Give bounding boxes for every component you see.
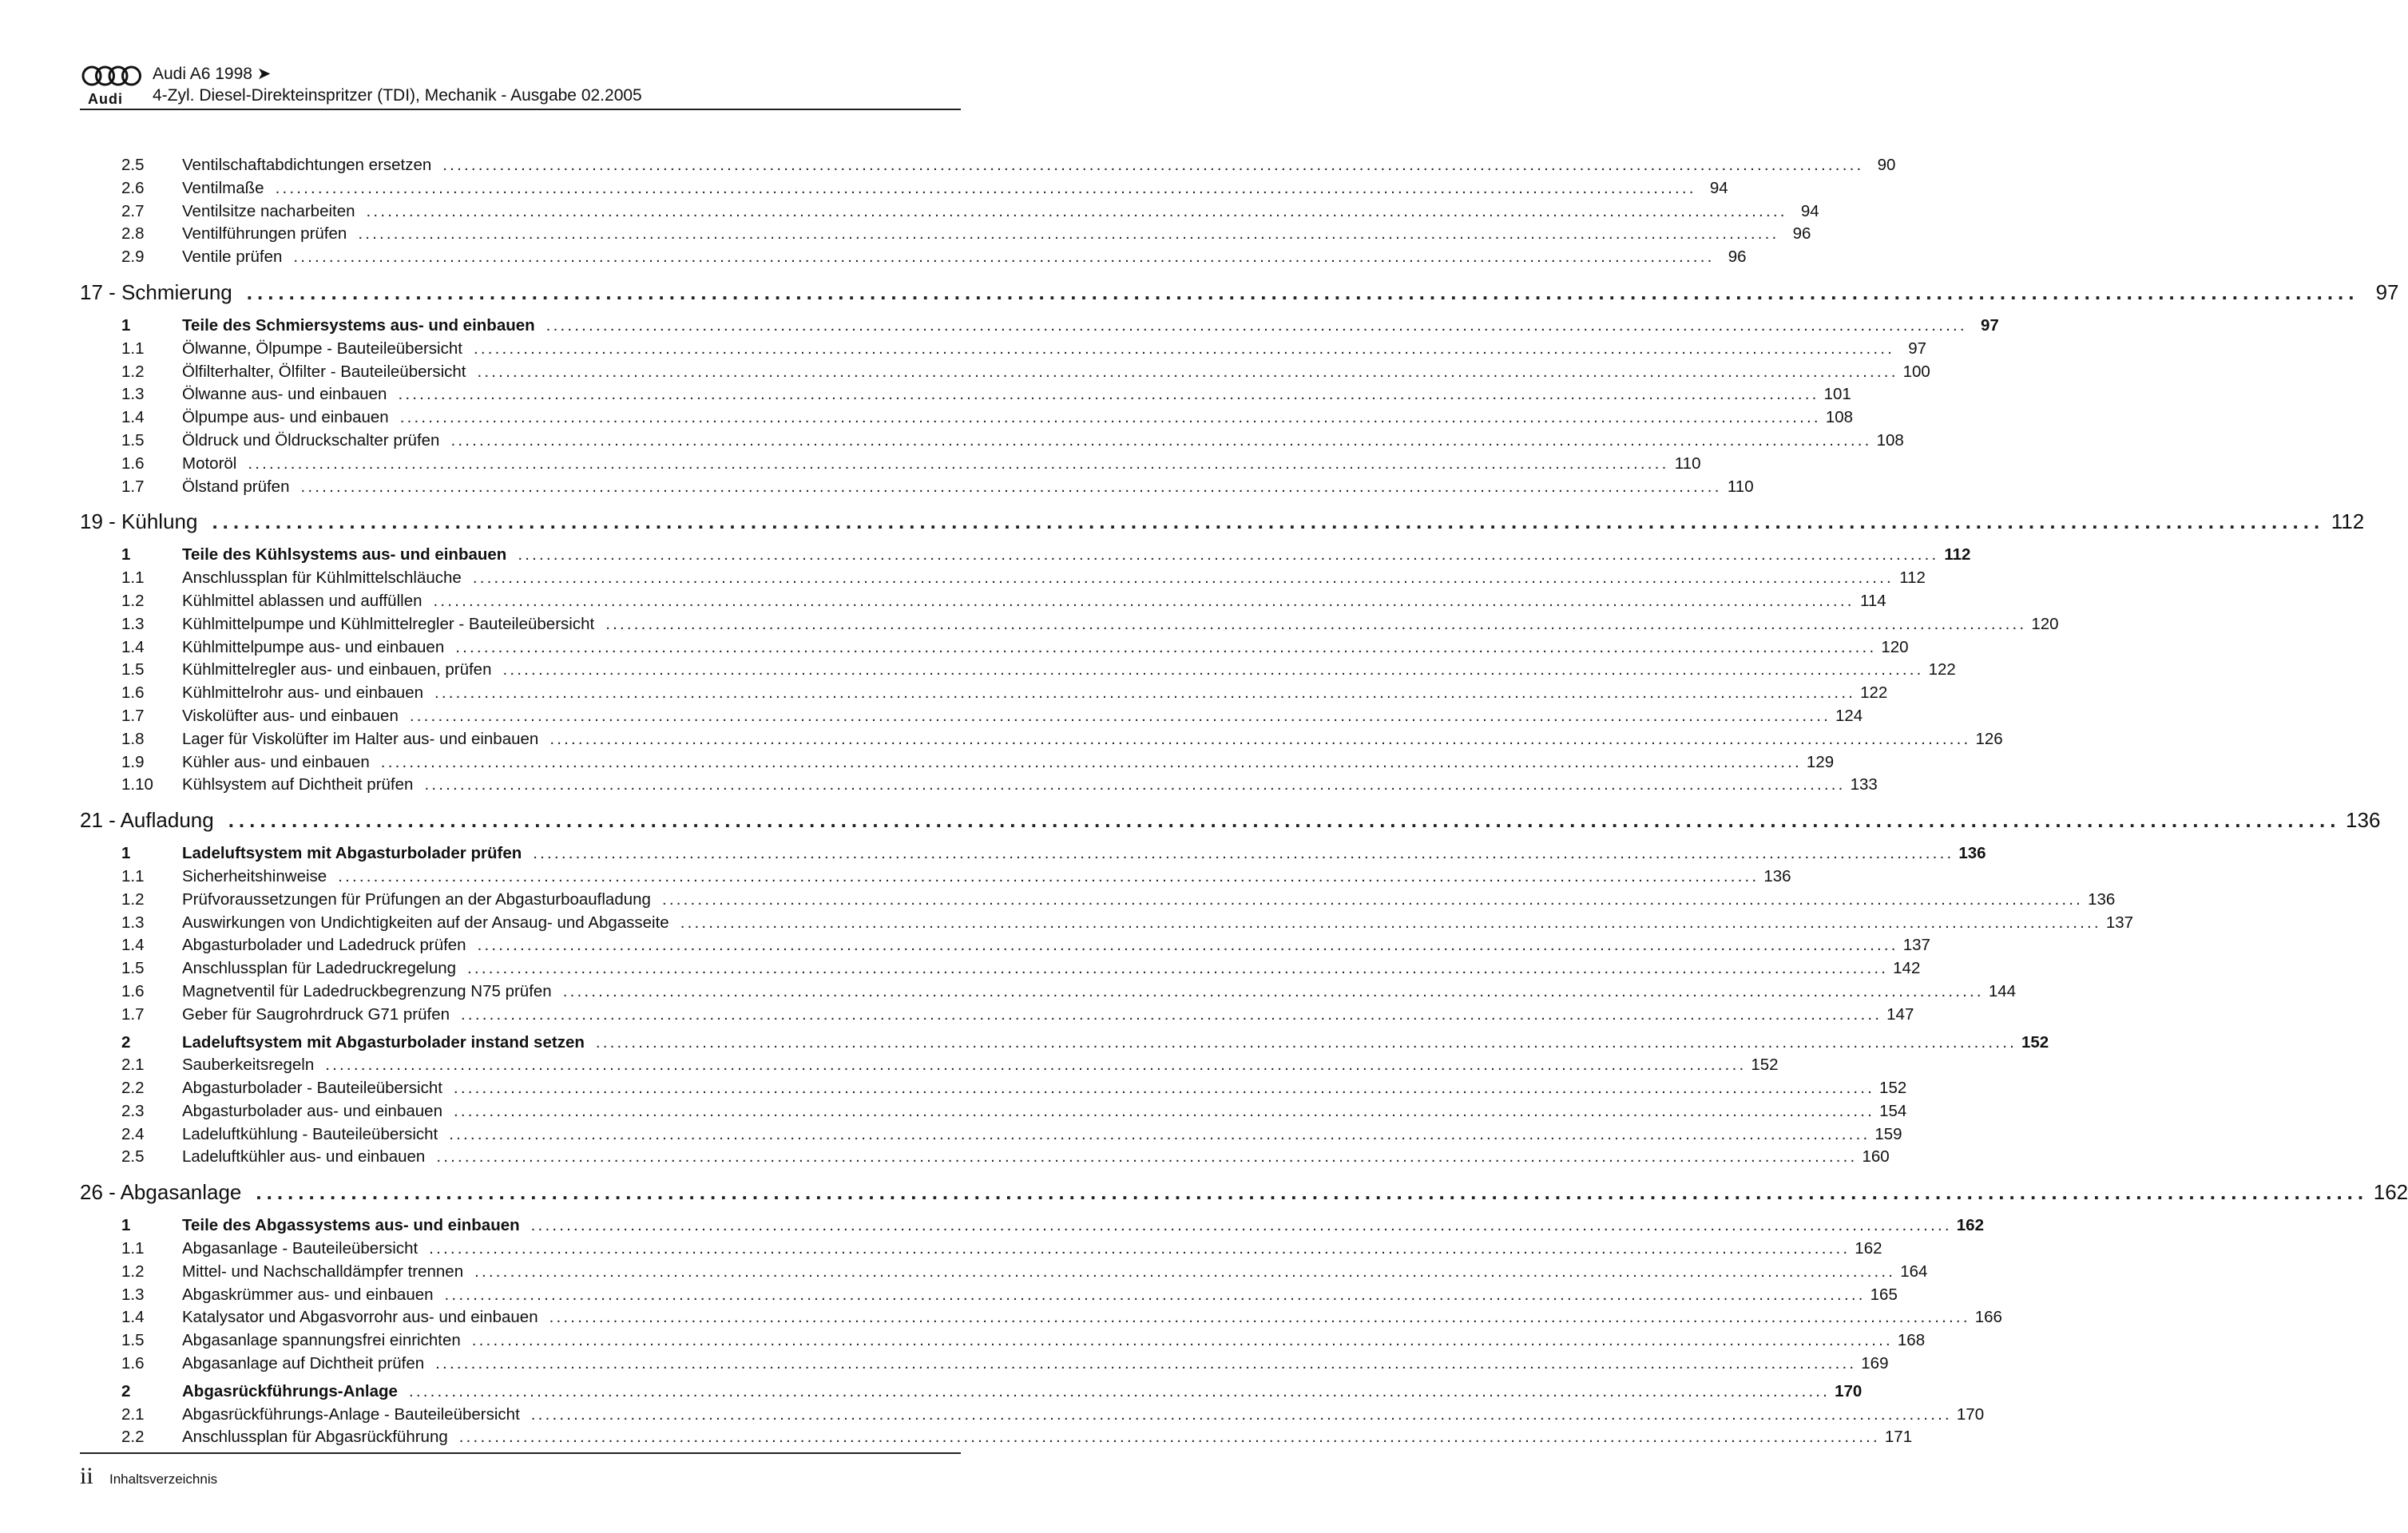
toc-dot-leader: ........................................................................................................................................................................................................ bbox=[595, 1032, 2017, 1052]
toc-entry-number: 1.4 bbox=[121, 1308, 145, 1327]
toc-entry-number: 2.2 bbox=[121, 1079, 145, 1098]
toc-dot-leader: ........................................................................................................................................................................................................ bbox=[449, 1124, 1870, 1143]
toc-page-number: 165 bbox=[1870, 1285, 1898, 1304]
toc-entry-title: Ventilsitze nacharbeiten bbox=[182, 201, 355, 220]
toc-entry-row[interactable] bbox=[80, 614, 2059, 638]
toc-entry-row[interactable] bbox=[80, 775, 1878, 798]
toc-page-number: 159 bbox=[1874, 1124, 1902, 1143]
toc-dot-leader: ........................................................................................................................................................................................................ bbox=[444, 1285, 1866, 1304]
toc-dot-leader: ........................................................................................................................................................................................................ bbox=[680, 913, 2101, 932]
toc-entry-title: Abgasturbolader - Bauteileübersicht bbox=[182, 1079, 442, 1098]
toc-entry-title: Anschlussplan für Ladedruckregelung bbox=[182, 959, 457, 978]
header-title: Audi A6 1998 ➤ bbox=[153, 65, 272, 83]
toc-entry-title: Ladeluftkühlung - Bauteileübersicht bbox=[182, 1124, 438, 1143]
toc-page-number: 90 bbox=[1877, 156, 1896, 174]
toc-entry-number: 2.7 bbox=[121, 201, 145, 220]
toc-entry-title: Kühlmittelpumpe aus- und einbauen bbox=[182, 637, 445, 656]
toc-dot-leader: ........................................................................................................................................................................................................ bbox=[408, 1381, 1831, 1400]
toc-entry-title: Anschlussplan für Abgasrückführung bbox=[182, 1428, 448, 1447]
toc-section-row[interactable] bbox=[80, 1216, 1984, 1239]
toc-dot-leader: ........................................................................................................................................................................................................ bbox=[518, 545, 1939, 564]
toc-entry-title: Ölwanne, Ölpumpe - Bauteileübersicht bbox=[182, 339, 462, 358]
toc-dot-leader: ........................................................................................................................................................................................................ bbox=[455, 637, 1877, 656]
toc-page-number: 152 bbox=[2021, 1032, 2049, 1052]
toc-entry-row[interactable] bbox=[80, 201, 1819, 225]
toc-entry-number: 1.4 bbox=[121, 408, 145, 427]
toc-entry-number: 2 bbox=[121, 1381, 131, 1400]
toc-entry-number: 1 bbox=[121, 545, 131, 564]
toc-entry-number: 1.10 bbox=[121, 775, 153, 794]
toc-entry-title: Kühler aus- und einbauen bbox=[182, 752, 370, 771]
toc-dot-leader: ........................................................................................................................................................................................................ bbox=[453, 1079, 1875, 1098]
toc-entry-number: 2 bbox=[121, 1032, 131, 1052]
toc-page-number: 170 bbox=[1835, 1381, 1863, 1400]
toc-entry-row[interactable] bbox=[80, 477, 1754, 501]
toc-entry-row[interactable] bbox=[80, 1101, 1907, 1125]
toc-page-number: 168 bbox=[1897, 1331, 1926, 1350]
toc-entry-title: Geber für Saugrohrdruck G71 prüfen bbox=[182, 1004, 450, 1024]
toc-dot-leader: ........................................................................................................................................................................................................ bbox=[661, 889, 2084, 909]
page-header bbox=[80, 62, 961, 110]
toc-chapter-row[interactable] bbox=[80, 509, 2365, 540]
toc-entry-number: 1.1 bbox=[121, 568, 145, 588]
toc-entry-title: Kühlsystem auf Dichtheit prüfen bbox=[182, 775, 414, 794]
toc-section-row[interactable] bbox=[80, 1381, 1863, 1405]
toc-entry-title: 17 - Schmierung bbox=[80, 279, 232, 304]
toc-entry-number: 2.4 bbox=[121, 1124, 145, 1143]
toc-dot-leader: ........................................................................................................................................................................................................ bbox=[474, 1262, 1896, 1281]
toc-page-number: 137 bbox=[1902, 936, 1930, 955]
toc-page-number: 152 bbox=[1879, 1079, 1907, 1098]
toc-entry-row[interactable] bbox=[80, 1354, 1889, 1377]
toc-page-number: 110 bbox=[1674, 454, 1701, 473]
toc-entry-number: 2.5 bbox=[121, 1147, 145, 1167]
toc-entry-row[interactable] bbox=[80, 889, 2116, 913]
toc-entry-title: 26 - Abgasanlage bbox=[80, 1180, 242, 1205]
toc-page-number: 97 bbox=[1908, 339, 1927, 358]
toc-entry-row[interactable] bbox=[80, 362, 1930, 386]
toc-entry-row[interactable] bbox=[80, 430, 1904, 454]
header-subtitle: 4-Zyl. Diesel-Direkteinspritzer (TDI), Mechanik - Ausgabe 02.2005 bbox=[153, 86, 642, 105]
toc-entry-row[interactable] bbox=[80, 385, 1851, 408]
toc-entry-row[interactable] bbox=[80, 959, 1921, 982]
toc-page-number: 136 bbox=[1958, 844, 1986, 863]
toc-chapter-row[interactable] bbox=[80, 1180, 2408, 1210]
toc-dot-leader: ........................................................................................................................................................................................................ bbox=[300, 477, 1722, 496]
toc-dot-leader: ........................................................................................................................................................................................................ bbox=[433, 591, 1855, 610]
toc-entry-number: 1.7 bbox=[121, 706, 145, 725]
toc-entry-title: Abgaskrümmer aus- und einbauen bbox=[182, 1285, 434, 1304]
toc-section-row[interactable] bbox=[80, 844, 1986, 867]
toc-dot-leader: ........................................................................................................................................................................................................ bbox=[549, 729, 1971, 748]
toc-dot-leader: ........................................................................................................................................................................................................ bbox=[248, 454, 1669, 473]
toc-dot-leader: ........................................................................................................................................................................................................ bbox=[473, 339, 1895, 358]
toc-entry-number: 2.2 bbox=[121, 1428, 145, 1447]
toc-page-number: 137 bbox=[2105, 913, 2134, 932]
toc-page-number: 124 bbox=[1835, 706, 1863, 725]
toc-entry-row[interactable] bbox=[80, 408, 1854, 431]
toc-entry-number: 1.6 bbox=[121, 1354, 145, 1373]
toc-page-number: 108 bbox=[1825, 408, 1854, 427]
toc-entry-title: Teile des Abgassystems aus- und einbauen bbox=[182, 1216, 520, 1235]
toc-dot-leader: ........................................................................................................................................................................................................ bbox=[530, 1216, 1952, 1235]
toc-chapter-row[interactable] bbox=[80, 279, 2399, 311]
toc-page-number: 126 bbox=[1975, 729, 2003, 748]
toc-entry-row[interactable] bbox=[80, 1262, 1928, 1285]
toc-dot-leader: ........................................................................................................................................................................................................ bbox=[212, 509, 2325, 534]
toc-dot-leader: ........................................................................................................................................................................................................ bbox=[366, 201, 1787, 220]
toc-entry-row[interactable] bbox=[80, 1079, 1907, 1102]
toc-entry-title: Katalysator und Abgasvorrohr aus- und einbauen bbox=[182, 1308, 538, 1327]
toc-entry-row[interactable] bbox=[80, 591, 1886, 615]
toc-page-number: 136 bbox=[1763, 866, 1791, 885]
toc-section-row[interactable] bbox=[80, 545, 1971, 568]
toc-dot-leader: ........................................................................................................................................................................................................ bbox=[471, 1331, 1893, 1350]
toc-entry-row[interactable] bbox=[80, 1285, 1898, 1309]
toc-entry-title: Ölwanne aus- und einbauen bbox=[182, 385, 387, 404]
toc-entry-number: 1.8 bbox=[121, 729, 145, 748]
toc-entry-number: 1.2 bbox=[121, 889, 145, 909]
toc-page-number: 162 bbox=[1855, 1239, 1882, 1258]
toc-page-number: 166 bbox=[1974, 1308, 2002, 1327]
toc-dot-leader: ........................................................................................................................................................................................................ bbox=[358, 224, 1779, 244]
toc-dot-leader: ........................................................................................................................................................................................................ bbox=[477, 936, 1898, 955]
toc-dot-leader: ........................................................................................................................................................................................................ bbox=[256, 1180, 2369, 1205]
toc-dot-leader: ........................................................................................................................................................................................................ bbox=[409, 706, 1831, 725]
toc-entry-number: 2.1 bbox=[121, 1404, 145, 1424]
toc-entry-number: 2.1 bbox=[121, 1056, 145, 1075]
toc-dot-leader: ........................................................................................................................................................................................................ bbox=[424, 775, 1846, 794]
table-of-contents bbox=[80, 156, 2408, 1451]
toc-entry-row[interactable] bbox=[80, 1404, 1985, 1428]
toc-dot-leader: ........................................................................................................................................................................................................ bbox=[450, 430, 1872, 450]
toc-page-number: 112 bbox=[2331, 509, 2365, 534]
toc-entry-row[interactable] bbox=[80, 729, 2003, 753]
toc-entry-title: Ölstand prüfen bbox=[182, 477, 290, 496]
toc-page-number: 112 bbox=[1899, 568, 1926, 588]
toc-entry-number: 1.1 bbox=[121, 866, 145, 885]
toc-page-number: 94 bbox=[1709, 178, 1728, 197]
toc-page-number: 120 bbox=[1881, 637, 1909, 656]
toc-dot-leader: ........................................................................................................................................................................................................ bbox=[293, 248, 1715, 267]
toc-page-number: 120 bbox=[2031, 614, 2059, 633]
toc-section-row[interactable] bbox=[80, 315, 1999, 339]
toc-entry-title: Abgasanlage spannungsfrei einrichten bbox=[182, 1331, 461, 1350]
toc-page-number: 122 bbox=[1860, 683, 1888, 703]
toc-entry-title: Abgasrückführungs-Anlage bbox=[182, 1381, 398, 1400]
toc-entry-row[interactable] bbox=[80, 156, 1896, 179]
toc-entry-title: Ventilschaftabdichtungen ersetzen bbox=[182, 156, 432, 174]
toc-entry-row[interactable] bbox=[80, 1239, 1882, 1262]
toc-page-number: 154 bbox=[1879, 1101, 1907, 1120]
toc-entry-number: 1.6 bbox=[121, 981, 145, 1000]
toc-dot-leader: ........................................................................................................................................................................................................ bbox=[435, 1354, 1857, 1373]
toc-entry-number: 1.2 bbox=[121, 1262, 145, 1281]
toc-dot-leader: ........................................................................................................................................................................................................ bbox=[275, 178, 1696, 197]
toc-entry-number: 1.2 bbox=[121, 362, 145, 381]
toc-entry-title: Ventilführungen prüfen bbox=[182, 224, 347, 244]
toc-entry-number: 1 bbox=[121, 1216, 131, 1235]
toc-page-number: 162 bbox=[2373, 1180, 2408, 1205]
toc-dot-leader: ........................................................................................................................................................................................................ bbox=[461, 1004, 1882, 1024]
toc-entry-row[interactable] bbox=[80, 866, 1791, 890]
toc-entry-number: 1 bbox=[121, 844, 131, 863]
toc-entry-title: Sicherheitshinweise bbox=[182, 866, 327, 885]
toc-entry-number: 1.3 bbox=[121, 1285, 145, 1304]
toc-entry-row[interactable] bbox=[80, 981, 2017, 1005]
toc-dot-leader: ........................................................................................................................................................................................................ bbox=[502, 660, 1924, 679]
toc-page-number: 147 bbox=[1886, 1004, 1914, 1024]
toc-entry-title: Ventile prüfen bbox=[182, 248, 283, 267]
toc-page-number: 97 bbox=[2375, 279, 2399, 304]
toc-entry-number: 1.6 bbox=[121, 683, 145, 703]
toc-entry-title: Abgasturbolader und Ladedruck prüfen bbox=[182, 936, 466, 955]
toc-entry-number: 1.5 bbox=[121, 660, 145, 679]
toc-entry-number: 1.1 bbox=[121, 339, 145, 358]
audi-logo bbox=[80, 62, 142, 105]
toc-entry-row[interactable] bbox=[80, 568, 1926, 592]
toc-entry-row[interactable] bbox=[80, 752, 1835, 776]
toc-entry-title: Ladeluftsystem mit Abgasturbolader prüfen bbox=[182, 844, 522, 863]
toc-entry-title: Kühlmittelregler aus- und einbauen, prüfen bbox=[182, 660, 492, 679]
toc-entry-number: 1.5 bbox=[121, 430, 145, 450]
toc-page-number: 152 bbox=[1751, 1056, 1779, 1075]
toc-page-number: 112 bbox=[1944, 545, 1971, 564]
toc-entry-title: Prüfvoraussetzungen für Prüfungen an der Abgasturboaufladung bbox=[182, 889, 651, 909]
toc-page-number: 136 bbox=[2346, 808, 2381, 833]
toc-dot-leader: ........................................................................................................................................................................................................ bbox=[472, 568, 1894, 588]
toc-dot-leader: ........................................................................................................................................................................................................ bbox=[605, 614, 2027, 633]
toc-dot-leader: ........................................................................................................................................................................................................ bbox=[530, 1404, 1952, 1424]
toc-entry-title: Abgasanlage - Bauteileübersicht bbox=[182, 1239, 419, 1258]
toc-entry-title: Ladeluftkühler aus- und einbauen bbox=[182, 1147, 426, 1167]
toc-page-number: 110 bbox=[1727, 477, 1754, 496]
toc-dot-leader: ........................................................................................................................................................................................................ bbox=[442, 156, 1864, 174]
toc-entry-title: Lager für Viskolüfter im Halter aus- und einbauen bbox=[182, 729, 539, 748]
toc-entry-number: 2.3 bbox=[121, 1101, 145, 1120]
toc-entry-row[interactable] bbox=[80, 637, 1909, 661]
toc-entry-row[interactable] bbox=[80, 339, 1927, 362]
toc-page-number: 160 bbox=[1862, 1147, 1890, 1167]
toc-entry-number: 1.2 bbox=[121, 591, 145, 610]
toc-entry-number: 2.5 bbox=[121, 156, 145, 174]
toc-dot-leader: ........................................................................................................................................................................................................ bbox=[246, 279, 2359, 304]
toc-entry-row[interactable] bbox=[80, 1331, 1926, 1354]
toc-page-number: 171 bbox=[1884, 1428, 1913, 1447]
toc-dot-leader: ........................................................................................................................................................................................................ bbox=[434, 683, 1856, 703]
toc-page-number: 94 bbox=[1800, 201, 1819, 220]
toc-entry-row[interactable] bbox=[80, 1147, 1890, 1171]
toc-entry-number: 1.5 bbox=[121, 1331, 145, 1350]
toc-entry-title: Kühlmittelrohr aus- und einbauen bbox=[182, 683, 423, 703]
toc-page-number: 144 bbox=[1988, 981, 2017, 1000]
toc-dot-leader: ........................................................................................................................................................................................................ bbox=[399, 408, 1821, 427]
toc-entry-title: 21 - Aufladung bbox=[80, 808, 214, 833]
toc-dot-leader: ........................................................................................................................................................................................................ bbox=[562, 981, 1984, 1000]
toc-entry-row[interactable] bbox=[80, 660, 1956, 683]
toc-page-number: 101 bbox=[1823, 385, 1851, 404]
toc-entry-row[interactable] bbox=[80, 706, 1863, 730]
toc-entry-title: Ladeluftsystem mit Abgasturbolader instand setzen bbox=[182, 1032, 585, 1052]
toc-page-number: 136 bbox=[2088, 889, 2116, 909]
toc-entry-title: Abgasrückführungs-Anlage - Bauteileübersicht bbox=[182, 1404, 520, 1424]
toc-entry-number: 1.3 bbox=[121, 913, 145, 932]
toc-entry-number: 1.9 bbox=[121, 752, 145, 771]
toc-entry-title: Motoröl bbox=[182, 454, 237, 473]
toc-entry-title: Anschlussplan für Kühlmittelschläuche bbox=[182, 568, 462, 588]
toc-entry-row[interactable] bbox=[80, 178, 1728, 202]
toc-dot-leader: ........................................................................................................................................................................................................ bbox=[398, 385, 1819, 404]
toc-entry-row[interactable] bbox=[80, 1004, 1914, 1028]
logo-wordmark: Audi bbox=[88, 91, 123, 107]
toc-page-number: 114 bbox=[1859, 591, 1886, 610]
toc-entry-row[interactable] bbox=[80, 1428, 1913, 1451]
toc-page-number: 162 bbox=[1956, 1216, 1984, 1235]
toc-dot-leader: ........................................................................................................................................................................................................ bbox=[549, 1308, 1970, 1327]
toc-entry-number: 1.7 bbox=[121, 1004, 145, 1024]
toc-entry-number: 1.6 bbox=[121, 454, 145, 473]
toc-entry-number: 2.9 bbox=[121, 248, 145, 267]
toc-entry-title: Ölpumpe aus- und einbauen bbox=[182, 408, 389, 427]
toc-dot-leader: ........................................................................................................................................................................................................ bbox=[338, 866, 1759, 885]
toc-entry-number: 1.5 bbox=[121, 959, 145, 978]
toc-entry-title: 19 - Kühlung bbox=[80, 509, 198, 534]
toc-entry-row[interactable] bbox=[80, 248, 1747, 271]
toc-page-number: 100 bbox=[1902, 362, 1930, 381]
toc-dot-leader: ........................................................................................................................................................................................................ bbox=[436, 1147, 1858, 1167]
toc-entry-number: 1.4 bbox=[121, 637, 145, 656]
toc-dot-leader: ........................................................................................................................................................................................................ bbox=[458, 1428, 1880, 1447]
toc-page-number: 170 bbox=[1956, 1404, 1985, 1424]
toc-page-number: 129 bbox=[1806, 752, 1835, 771]
toc-entry-row[interactable] bbox=[80, 224, 1811, 248]
toc-dot-leader: ........................................................................................................................................................................................................ bbox=[380, 752, 1802, 771]
toc-entry-title: Mittel- und Nachschalldämpfer trennen bbox=[182, 1262, 464, 1281]
toc-dot-leader: ........................................................................................................................................................................................................ bbox=[467, 959, 1889, 978]
toc-entry-title: Ventilmaße bbox=[182, 178, 264, 197]
toc-entry-title: Sauberkeitsregeln bbox=[182, 1056, 315, 1075]
toc-entry-number: 1.1 bbox=[121, 1239, 145, 1258]
toc-entry-number: 1.3 bbox=[121, 385, 145, 404]
toc-entry-row[interactable] bbox=[80, 454, 1701, 477]
toc-entry-number: 1.7 bbox=[121, 477, 145, 496]
toc-entry-row[interactable] bbox=[80, 683, 1888, 707]
toc-entry-title: Teile des Schmiersystems aus- und einbauen bbox=[182, 315, 535, 335]
footer-divider bbox=[80, 1452, 961, 1454]
toc-dot-leader: ........................................................................................................................................................................................................ bbox=[545, 315, 1967, 335]
toc-entry-title: Auswirkungen von Undichtigkeiten auf der Ansaug- und Abgasseite bbox=[182, 913, 669, 932]
toc-dot-leader: ........................................................................................................................................................................................................ bbox=[429, 1239, 1851, 1258]
toc-entry-number: 1.3 bbox=[121, 614, 145, 633]
toc-dot-leader: ........................................................................................................................................................................................................ bbox=[477, 362, 1898, 381]
toc-page-number: 142 bbox=[1893, 959, 1921, 978]
toc-entry-title: Abgasturbolader aus- und einbauen bbox=[182, 1101, 442, 1120]
toc-dot-leader: ........................................................................................................................................................................................................ bbox=[325, 1056, 1747, 1075]
toc-entry-number: 2.8 bbox=[121, 224, 145, 244]
toc-page-number: 122 bbox=[1928, 660, 1956, 679]
audi-rings-icon bbox=[81, 64, 142, 88]
toc-entry-row[interactable] bbox=[80, 936, 1930, 959]
toc-section-row[interactable] bbox=[80, 1032, 2049, 1056]
toc-entry-title: Kühlmittel ablassen und auffüllen bbox=[182, 591, 422, 610]
toc-page-number: 96 bbox=[1728, 248, 1747, 267]
toc-entry-number: 2.6 bbox=[121, 178, 145, 197]
toc-entry-title: Magnetventil für Ladedruckbegrenzung N75 prüfen bbox=[182, 981, 552, 1000]
toc-entry-title: Teile des Kühlsystems aus- und einbauen bbox=[182, 545, 507, 564]
toc-page-number: 169 bbox=[1861, 1354, 1889, 1373]
toc-page-number: 133 bbox=[1850, 775, 1878, 794]
toc-entry-row[interactable] bbox=[80, 1124, 1902, 1148]
toc-entry-row[interactable] bbox=[80, 1056, 1779, 1079]
footer-label: Inhaltsverzeichnis bbox=[109, 1472, 218, 1487]
toc-dot-leader: ........................................................................................................................................................................................................ bbox=[453, 1101, 1875, 1120]
toc-page-number: 97 bbox=[1980, 315, 1999, 335]
toc-entry-number: 1.4 bbox=[121, 936, 145, 955]
toc-entry-title: Abgasanlage auf Dichtheit prüfen bbox=[182, 1354, 425, 1373]
toc-entry-row[interactable] bbox=[80, 913, 2134, 937]
toc-entry-title: Viskolüfter aus- und einbauen bbox=[182, 706, 399, 725]
toc-dot-leader: ........................................................................................................................................................................................................ bbox=[533, 844, 1954, 863]
toc-entry-row[interactable] bbox=[80, 1308, 2002, 1331]
toc-entry-number: 1 bbox=[121, 315, 131, 335]
footer-page-number: ii bbox=[80, 1463, 93, 1489]
toc-entry-title: Ölfilterhalter, Ölfilter - Bauteileübersicht bbox=[182, 362, 466, 381]
toc-chapter-row[interactable] bbox=[80, 808, 2381, 838]
toc-page-number: 164 bbox=[1900, 1262, 1928, 1281]
toc-page-number: 108 bbox=[1876, 430, 1904, 450]
toc-entry-title: Öldruck und Öldruckschalter prüfen bbox=[182, 430, 440, 450]
toc-entry-title: Kühlmittelpumpe und Kühlmittelregler - Bauteileübersicht bbox=[182, 614, 595, 633]
toc-page-number: 96 bbox=[1792, 224, 1811, 244]
toc-dot-leader: ........................................................................................................................................................................................................ bbox=[228, 808, 2341, 833]
